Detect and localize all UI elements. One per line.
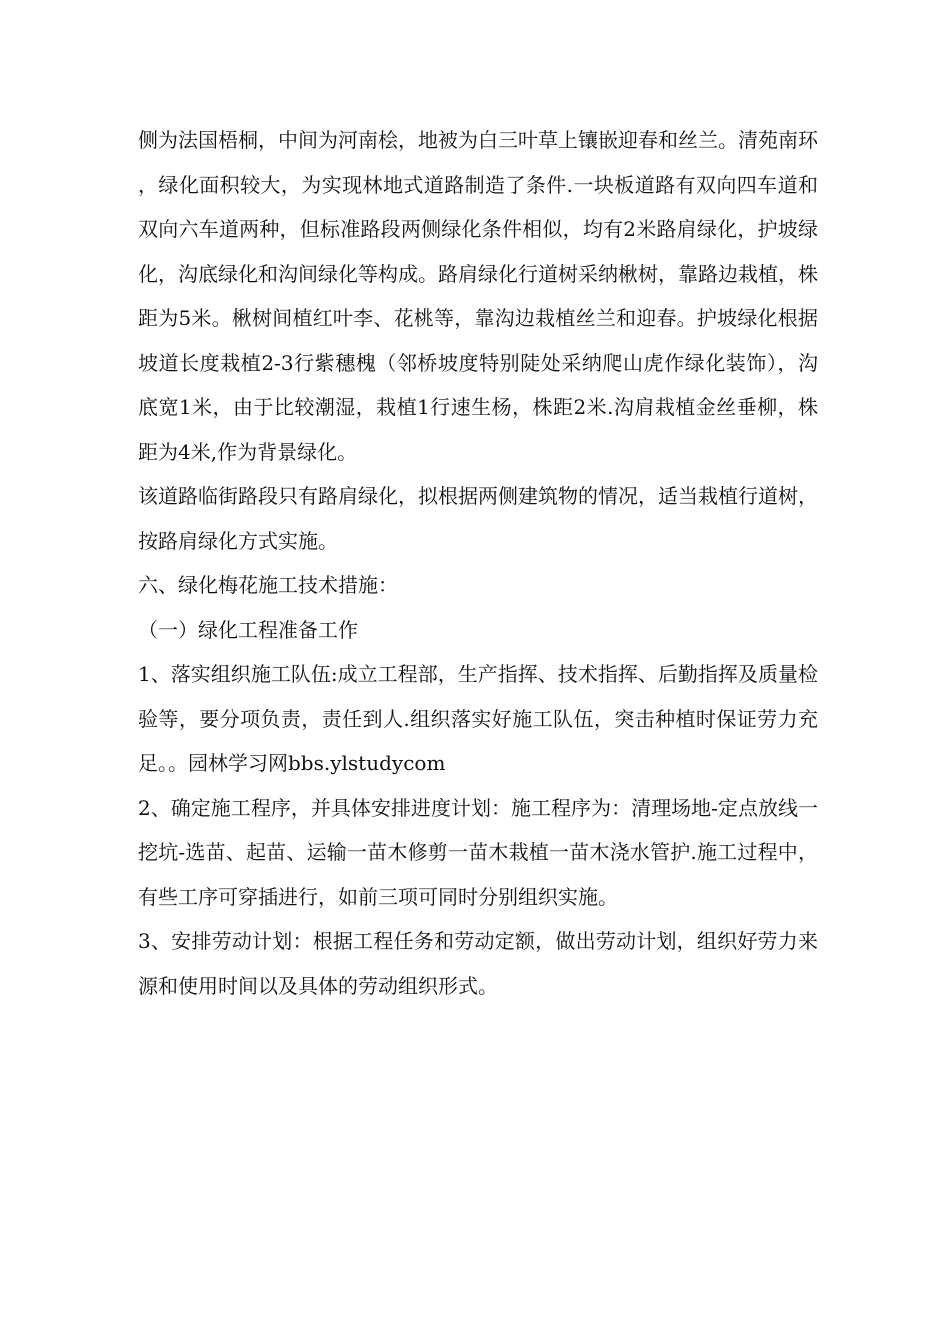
document-body — [138, 118, 818, 1008]
list-item-1: 1、落实组织施工队伍:成立工程部，生产指挥、技术指挥、后勤指挥及质量检验等，要分项负责，责任到人.组织落实好施工队伍，突击种植时保证劳力充足。。园林学习网bbs.ylstudycom — [138, 662, 818, 775]
paragraph-greening-description: 侧为法国梧桐，中间为河南桧，地被为白三叶草上镶嵌迎春和丝兰。清苑南环，绿化面积较大，为实现林地式道路制造了条件.一块板道路有双向四车道和双向六车道两种，但标准路段两侧绿化条件相似，均有2米路肩绿化，护坡绿化，沟底绿化和沟间绿化等构成。路肩绿化行道树采纳楸树，靠路边栽植，株距为5米。楸树间植红叶李、花桃等，靠沟边栽植丝兰和迎春。护坡绿化根据坡道长度栽植2-3行紫穗槐（邻桥坡度特别陡处采纳爬山虎作绿化装饰），沟底宽1米，由于比较潮湿，栽植1行速生杨，株距2米.沟肩栽植金丝垂柳，株距为4米,作为背景绿化。 — [138, 128, 818, 464]
subsection-heading-one: （一）绿化工程准备工作 — [138, 617, 358, 642]
paragraph-street-section: 该道路临街路段只有路肩绿化，拟根据两侧建筑物的情况，适当栽植行道树，按路肩绿化方式实施。 — [138, 484, 818, 553]
list-item-3: 3、安排劳动计划：根据工程任务和劳动定额，做出劳动计划，组织好劳力来源和使用时间以及具体的劳动组织形式。 — [138, 929, 818, 998]
section-heading-six: 六、绿化梅花施工技术措施： — [138, 573, 398, 597]
list-item-2: 2、确定施工程序，并具体安排进度计划：施工程序为：清理场地-定点放线一挖坑-选苗、起苗、运输一苗木修剪一苗木栽植一苗木浇水管护.施工过程中，有些工序可穿插进行，如前三项可同时分别组织实施。 — [138, 795, 818, 909]
